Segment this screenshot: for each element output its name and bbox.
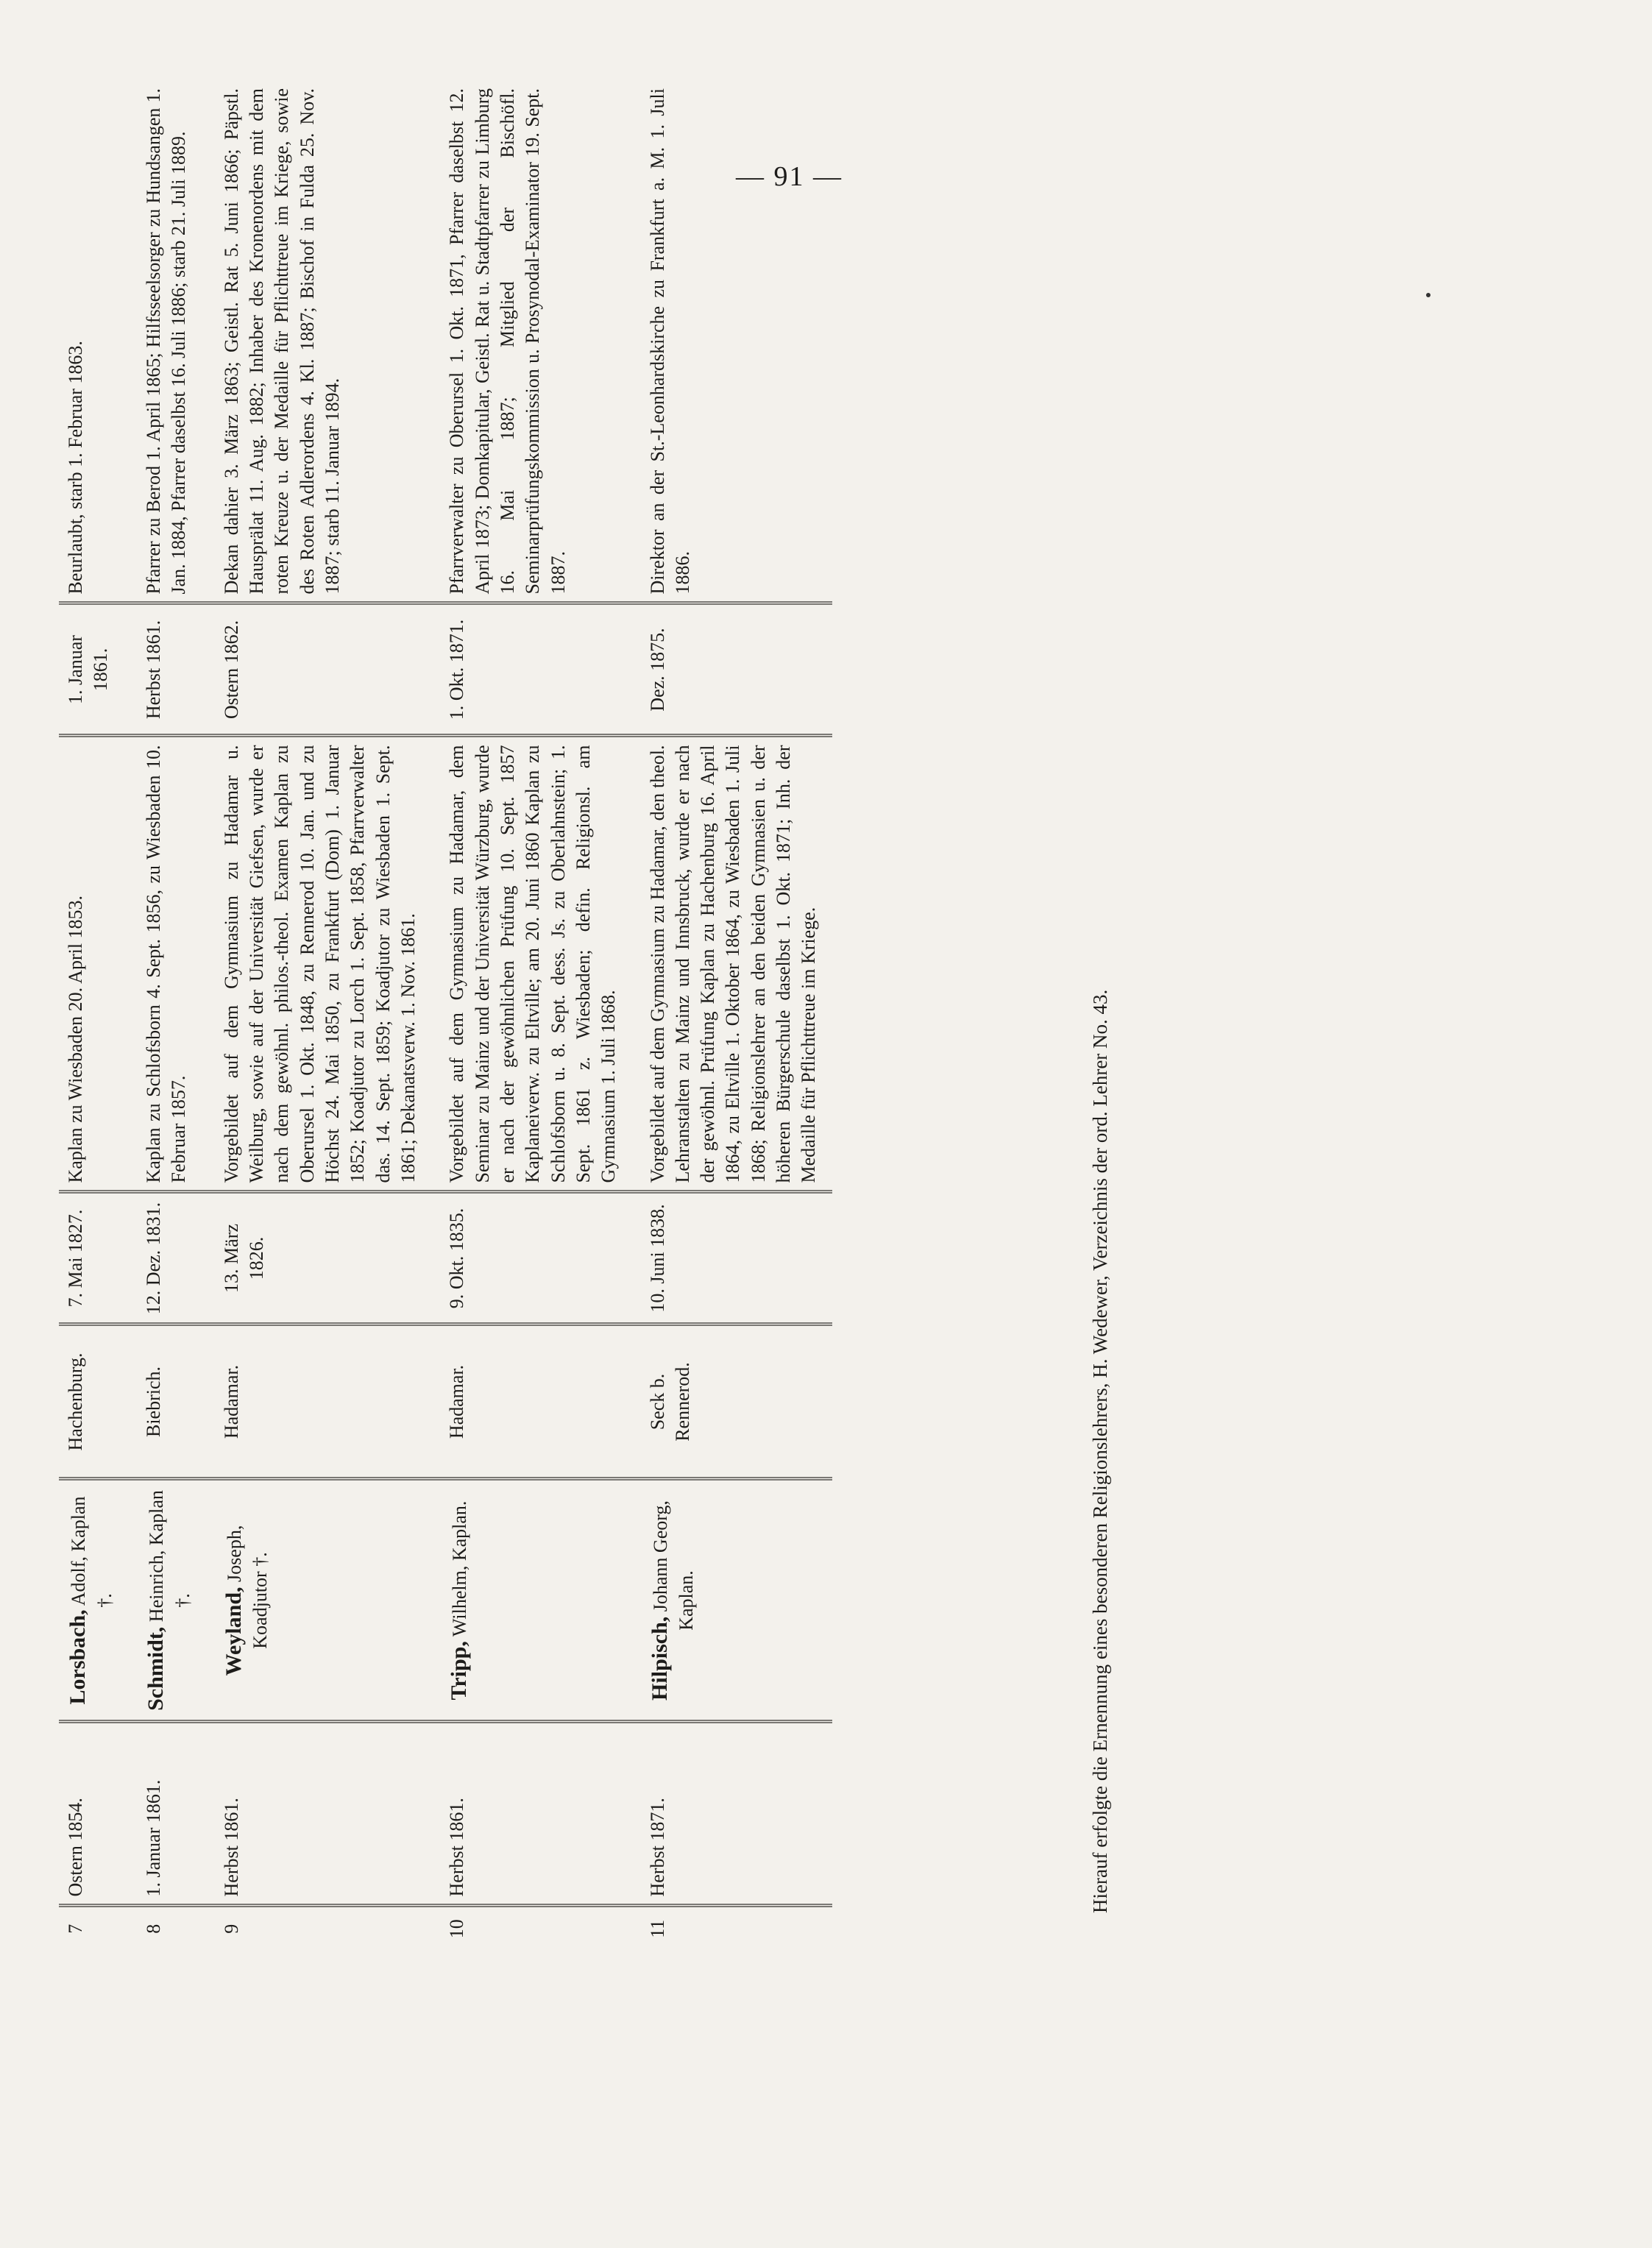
entry-number: 11 [646,1919,668,1938]
surname: Tripp, [447,1641,472,1701]
rotated-table-container [59,81,1472,1950]
table-row [206,81,432,1950]
birthplace: Hadamar. [206,1325,432,1479]
entry-date: 1. Januar 1861. [128,1722,206,1906]
entry-date: Herbst 1871. [632,1722,832,1906]
birth-date: 9. Okt. 1835. [431,1192,631,1325]
departure-date: Herbst 1861. [128,603,206,736]
surname: Lorsbach, [65,1609,90,1705]
later-career: Dekan dahier 3. März 1863; Geistl. Rat 5. Juni 1866; Päpstl. Hausprälat 11. Aug. 1882; Inhaber des Kronenordens mit dem roten Kreuze u. der Medaille für Pflichttreue im Kriege, sowie des Roten Adlerordens 4. Kl. 1887; Bischof in Fulda 25. Nov. 1887; starb 11. Januar 1894. [206,81,432,603]
table-body [59,81,832,1950]
later-career: Pfarrverwalter zu Oberursel 1. Okt. 1871, Pfarrer daselbst 12. April 1873; Domkapitular, Geistl. Rat u. Stadtpfarrer zu Limburg 16. Mai 1887; Mitglied der Bischöfl. Seminarprüfungskommission u. Prosynodal-Examinator 19. Sept. 1887. [431,81,631,603]
teacher-name [59,1479,128,1722]
teacher-name [431,1479,631,1722]
later-career: Beurlaubt, starb 1. Februar 1863. [59,81,128,603]
departure-date: 1. Okt. 1871. [431,603,631,736]
teachers-register-table [59,81,832,1950]
entry-number: 10 [446,1919,468,1939]
given-name-title: Wilhelm, Kaplan. [449,1500,471,1637]
footnote: Hierauf erfolgte die Ernennung eines besonderen Religionslehrers, H. Wedewer, Verzeichnis der ord. Lehrer No. 43. [1089,989,1111,1913]
birth-date: 13. März 1826. [206,1192,432,1325]
birthplace: Hachenburg. [59,1325,128,1479]
given-name-title: Adolf, Kaplan †. [68,1496,116,1608]
entry-date: Herbst 1861. [206,1722,432,1906]
entry-date: Herbst 1861. [431,1722,631,1906]
entry-number: 8 [142,1923,164,1934]
entry-number: 9 [220,1923,242,1934]
birthplace: Biebrich. [128,1325,206,1479]
entry-number: 7 [65,1923,86,1934]
given-name-title: Joseph, Koadjutor †. [223,1525,272,1649]
entry-date: Ostern 1854. [59,1722,128,1906]
table-row [632,81,832,1950]
teacher-name [206,1479,432,1722]
surname: Hilpisch, [647,1616,672,1701]
surname: Weyland, [221,1586,246,1676]
birthplace: Seck b. Rennerod. [632,1325,832,1479]
table-row [59,81,128,1950]
table-row [128,81,206,1950]
teacher-name [128,1479,206,1722]
birthplace: Hadamar. [431,1325,631,1479]
prior-career: Vorgebildet auf dem Gymnasium zu Hadamar, den theol. Lehranstalten zu Mainz und Innsbruck, wurde er nach der gewöhnl. Prüfung Kaplan zu Hachenburg 16. April 1864, zu Eltville 1. Oktober 1864, zu Wiesbaden 1. Juli 1868; Religionslehrer an den beiden Gymnasien u. der höheren Bürgerschule daselbst 1. Okt. 1871; Inh. der Medaille für Pflichttreue im Kriege. [632,736,832,1192]
teacher-name [632,1479,832,1722]
departure-date: Dez. 1875. [632,603,832,736]
table-row [431,81,631,1950]
page-number: — 91 — [736,161,843,192]
given-name-title: Johann Georg, Kaplan. [649,1500,698,1631]
prior-career: Kaplan zu Schlofsborn 4. Sept. 1856, zu Wiesbaden 10. Februar 1857. [128,736,206,1192]
later-career: Pfarrer zu Berod 1. April 1865; Hilfsseelsorger zu Hundsangen 1. Jan. 1884, Pfarrer daselbst 16. Juli 1886; starb 21. Juli 1889. [128,81,206,603]
birth-date: 12. Dez. 1831. [128,1192,206,1325]
departure-date: Ostern 1862. [206,603,432,736]
prior-career: Kaplan zu Wiesbaden 20. April 1853. [59,736,128,1192]
birth-date: 10. Juni 1838. [632,1192,832,1325]
surname: Schmidt, [143,1626,168,1711]
departure-date: 1. Januar 1861. [59,603,128,736]
later-career: Direktor an der St.-Leonhardskirche zu Frankfurt a. M. 1. Juli 1886. [632,81,832,603]
given-name-title: Heinrich, Kaplan †. [145,1490,194,1623]
birth-date: 7. Mai 1827. [59,1192,128,1325]
prior-career: Vorgebildet auf dem Gymnasium zu Hadamar u. Weilburg, sowie auf der Universität Giefsen, wurde er nach dem gewöhnl. philos.-theol. Examen Kaplan zu Oberursel 1. Okt. 1848, zu Rennerod 10. Jan. und zu Höchst 24. Mai 1850, zu Frankfurt (Dom) 1. Januar 1852; Koadjutor zu Lorch 1. Sept. 1858, Pfarrverwalter das. 14. Sept. 1859; Koadjutor zu Wiesbaden 1. Sept. 1861; Dekanatsverw. 1. Nov. 1861. [206,736,432,1192]
prior-career: Vorgebildet auf dem Gymnasium zu Hadamar, dem Seminar zu Mainz und der Universität Würzburg, wurde er nach der gewöhnlichen Prüfung 10. Sept. 1857 Kaplaneiverw. zu Eltville; am 20. Juni 1860 Kaplan zu Schlofsborn u. 8. Sept. dess. Js. zu Oberlahnstein; 1. Sept. 1861 z. Wiesbaden; defin. Religionsl. am Gymnasium 1. Juli 1868. [431,736,631,1192]
